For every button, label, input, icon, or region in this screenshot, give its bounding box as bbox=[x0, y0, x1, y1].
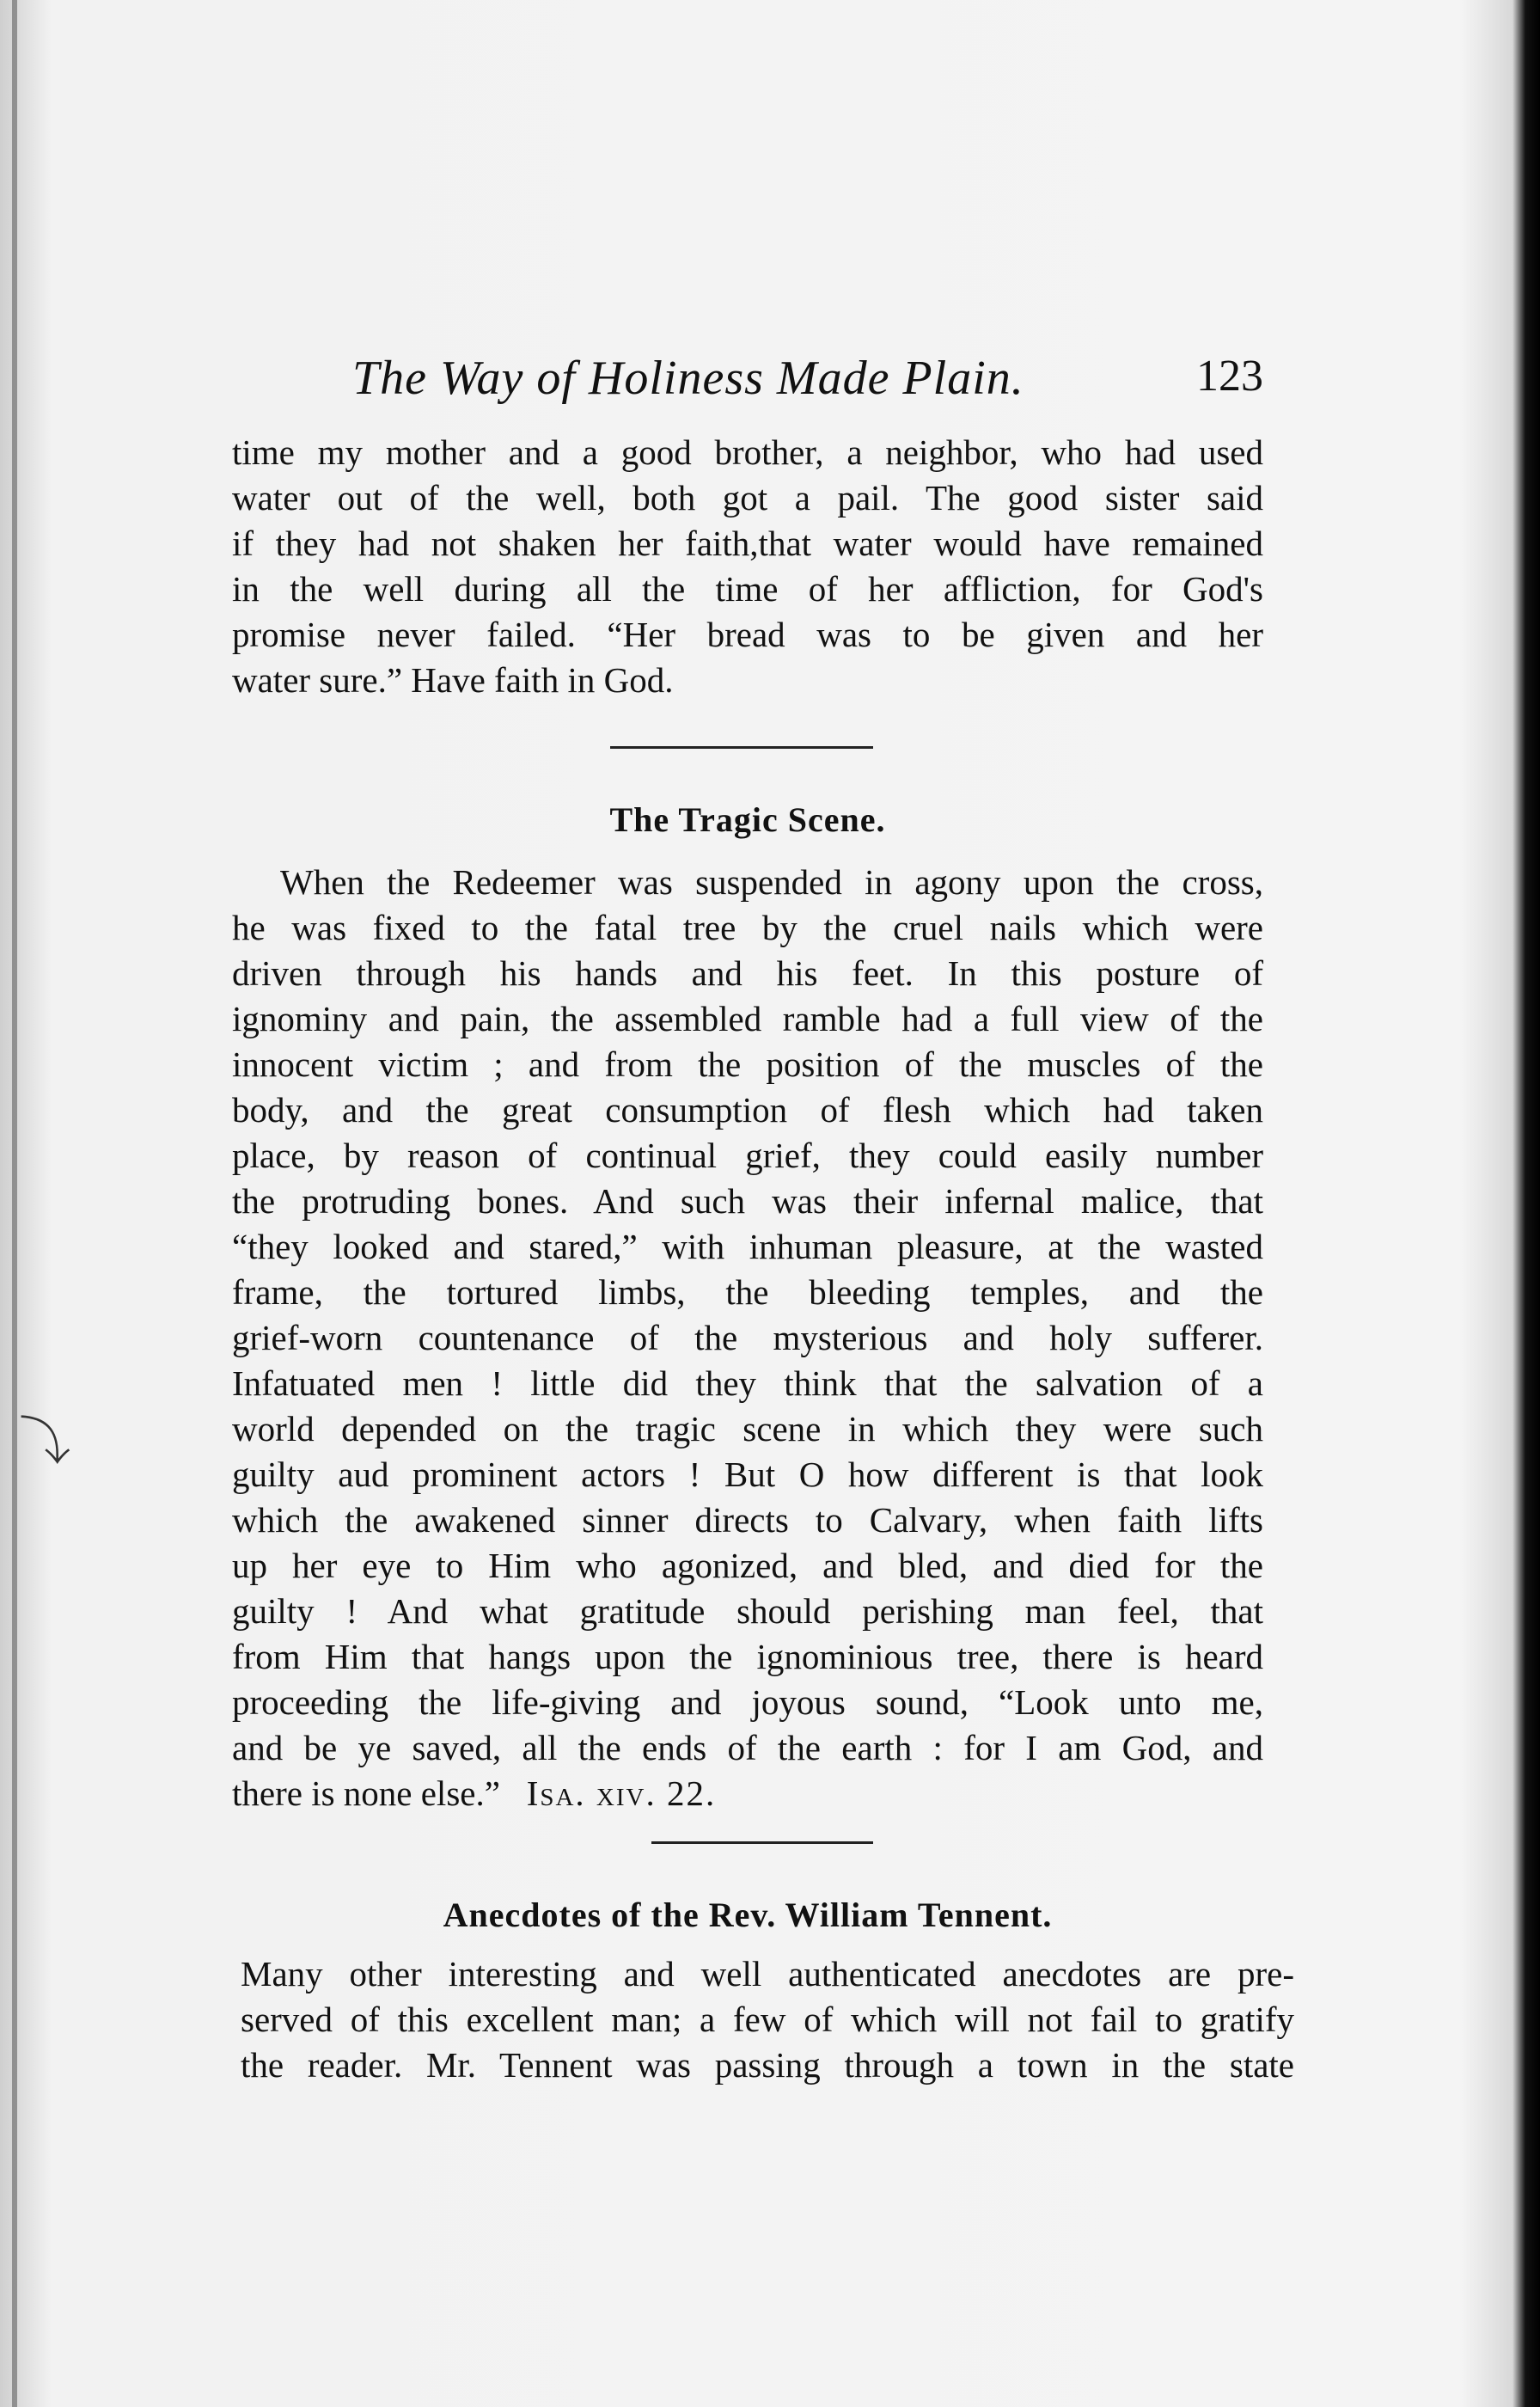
text-line: the reader. Mr. Tennent was passing through a town in the state bbox=[241, 2045, 1294, 2085]
text-line: place, by reason of continual grief, they could easily number bbox=[232, 1136, 1263, 1175]
text-line: world depended on the tragic scene in which they were such bbox=[232, 1409, 1263, 1448]
text-line: time my mother and a good brother, a neighbor, who had used bbox=[232, 432, 1263, 472]
closing-quote: there is none else.” bbox=[232, 1773, 500, 1813]
text-line: Infatuated men ! little did they think that the salvation of a bbox=[232, 1363, 1263, 1403]
section-heading: The Tragic Scene. bbox=[609, 800, 886, 839]
running-title: The Way of Holiness Made Plain. bbox=[352, 352, 1024, 405]
section-divider bbox=[610, 746, 873, 749]
section-divider bbox=[651, 1841, 873, 1844]
text-line: water out of the well, both got a pail. The good sister said bbox=[232, 478, 1263, 518]
text-line: served of this excellent man; a few of which will not fail to gratify bbox=[241, 2000, 1294, 2039]
text-line: and be ye saved, all the ends of the earth : for I am God, and bbox=[232, 1728, 1263, 1767]
page-number: 123 bbox=[1196, 352, 1263, 401]
text-line-last bbox=[232, 1771, 1263, 1816]
section-heading: Anecdotes of the Rev. William Tennent. bbox=[443, 1896, 1053, 1934]
text-line: guilty aud prominent actors ! But O how different is that look bbox=[232, 1455, 1263, 1494]
page-header bbox=[352, 351, 1263, 420]
paragraph-continued bbox=[232, 430, 1263, 703]
binding-edge bbox=[12, 0, 17, 2407]
section-body bbox=[241, 1951, 1294, 2088]
text-line: proceeding the life-giving and joyous sound, “Look unto me, bbox=[232, 1682, 1263, 1722]
text-line: promise never failed. “Her bread was to be given and her bbox=[232, 615, 1263, 654]
text-line: which the awakened sinner directs to Calvary, when faith lifts bbox=[232, 1500, 1263, 1540]
text-line: the protruding bones. And such was their infernal malice, that bbox=[232, 1181, 1263, 1221]
text-line: he was fixed to the fatal tree by the cruel nails which were bbox=[232, 908, 1263, 947]
text-line: if they had not shaken her faith,that water would have remained bbox=[232, 524, 1263, 563]
text-line: from Him that hangs upon the ignominious tree, there is heard bbox=[232, 1637, 1263, 1676]
text-line: water sure.” Have faith in God. bbox=[232, 660, 674, 700]
text-line: ignominy and pain, the assembled ramble had a full view of the bbox=[232, 999, 1263, 1038]
text-line: innocent victim ; and from the position of the muscles of the bbox=[232, 1044, 1263, 1084]
text-line: When the Redeemer was suspended in agony upon the cross, bbox=[280, 862, 1263, 902]
section-body bbox=[232, 860, 1263, 1816]
text-line: grief-worn countenance of the mysterious and holy sufferer. bbox=[232, 1318, 1263, 1357]
margin-mark: ⤵ bbox=[19, 1412, 70, 1473]
text-line: body, and the great consumption of flesh which had taken bbox=[232, 1090, 1263, 1130]
text-line: in the well during all the time of her affliction, for God's bbox=[232, 569, 1263, 609]
text-line: up her eye to Him who agonized, and bled, and died for the bbox=[232, 1546, 1263, 1585]
text-line: guilty ! And what gratitude should perishing man feel, that bbox=[232, 1591, 1263, 1631]
text-line: frame, the tortured limbs, the bleeding temples, and the bbox=[232, 1272, 1263, 1312]
scripture-reference: Isa. xiv. 22. bbox=[526, 1773, 717, 1813]
text-line: Many other interesting and well authenticated anecdotes are pre- bbox=[241, 1954, 1294, 1994]
text-line: driven through his hands and his feet. In this posture of bbox=[232, 953, 1263, 993]
text-line: “they looked and stared,” with inhuman pleasure, at the wasted bbox=[232, 1227, 1263, 1266]
